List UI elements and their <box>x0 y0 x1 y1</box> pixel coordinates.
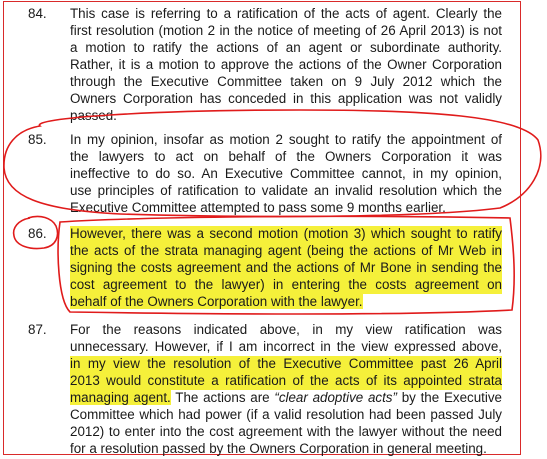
text-span: by the Executive <box>396 390 502 405</box>
highlighted-line: in my view the resolution of the Executive Committee past 26 April <box>70 356 502 371</box>
paragraph-line: ineffective to do so. An Executive Committee cannot, in my opinion, <box>70 166 502 181</box>
paragraph-line: unnecessary. However, if I am incorrect in the view expressed above, <box>70 339 502 354</box>
paragraph-number: 87. <box>28 322 47 337</box>
paragraph-line: for a resolution passed by the Owners Corporation in general meeting. <box>70 441 487 456</box>
paragraph-number: 84. <box>28 6 47 21</box>
highlighted-line: 2013 would constitute a ratification of the acts of its appointed strata <box>70 373 502 388</box>
paragraph-line: a motion to ratify the actions of an agent or subordinate authority. <box>70 40 502 55</box>
paragraph-line: first resolution (motion 2 in the notice of meeting of 26 April 2013) is not <box>70 23 502 38</box>
highlighted-line <box>70 294 502 311</box>
highlight-span: managing agent. <box>70 390 171 405</box>
paragraph-line: the lawyers to act on behalf of the Owners Corporation it was <box>70 149 502 164</box>
paragraph-line: Executive Committee attempted to pass some 9 months earlier. <box>70 200 446 215</box>
paragraph-line <box>70 390 502 407</box>
paragraph-line: Committee which had power (if a valid resolution had been passed July <box>70 407 502 422</box>
highlight-span: behalf of the Owners Corporation with the lawyer. <box>70 294 363 309</box>
highlighted-line: cost agreement to the lawyer) in entering the costs agreement on <box>70 277 502 292</box>
paragraph-line: In my opinion, insofar as motion 2 sought to ratify the appointment of <box>70 132 502 147</box>
paragraph-line: passed. <box>70 108 117 123</box>
text-span: The actions are <box>170 390 275 405</box>
paragraph-line: For the reasons indicated above, in my view ratification was <box>70 322 502 337</box>
highlighted-line: the acts of the strata managing agent (being the actions of Mr Web in <box>70 243 502 258</box>
paragraph-line: through the Executive Committee taken on 9 July 2012 which the <box>70 74 502 89</box>
paragraph-line: Owners Corporation has conceded in this application was not validly <box>70 91 502 106</box>
paragraph-line: 2012) to enter into the cost agreement with the lawyer without the need <box>70 424 502 439</box>
paragraph-number: 86. <box>28 226 47 241</box>
highlighted-line: signing the costs agreement and the actions of Mr Bone in sending the <box>70 260 502 275</box>
highlighted-line: However, there was a second motion (motion 3) which sought to ratify <box>70 226 502 241</box>
quoted-phrase: “clear adoptive acts” <box>274 390 397 405</box>
paragraph-number: 85. <box>28 132 47 147</box>
paragraph-line: use principles of ratification to validate an invalid resolution which the <box>70 183 502 198</box>
paragraph-line: Rather, it is a motion to approve the actions of the Owner Corporation <box>70 57 502 72</box>
paragraph-line: This case is referring to a ratification of the acts of agent. Clearly the <box>70 6 502 21</box>
